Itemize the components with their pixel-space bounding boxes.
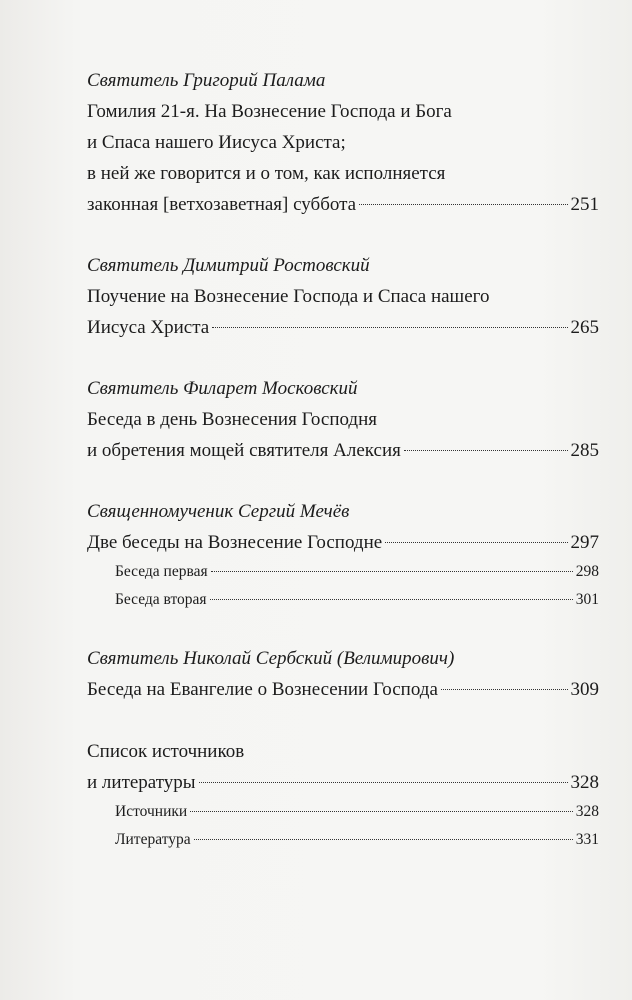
dot-leader — [385, 542, 567, 543]
toc-entry[interactable] — [87, 767, 599, 798]
toc-page-number: 301 — [575, 591, 599, 608]
toc-subentry[interactable] — [87, 798, 599, 826]
toc-title-line: в ней же говорится и о том, как исполняется — [87, 163, 446, 184]
dot-leader — [212, 327, 567, 328]
toc-entry[interactable] — [87, 312, 599, 343]
toc-section — [87, 374, 599, 466]
toc-title-line: Список источников — [87, 741, 245, 762]
table-of-contents — [87, 66, 599, 854]
toc-author: Святитель Николай Сербский (Велимирович) — [87, 648, 455, 669]
toc-subentry-title: Источники — [115, 803, 188, 820]
dot-leader — [190, 811, 573, 812]
toc-page-number: 298 — [575, 563, 599, 580]
toc-section — [87, 66, 599, 220]
toc-title-line: и Спаса нашего Иисуса Христа; — [87, 132, 346, 153]
dot-leader — [441, 689, 568, 690]
toc-entry-title: и обретения мощей святителя Алексия — [87, 440, 401, 461]
toc-entry[interactable] — [87, 189, 599, 220]
toc-subentry-title: Литература — [115, 831, 191, 848]
toc-entry-title: Иисуса Христа — [87, 317, 210, 338]
toc-page-number: 285 — [570, 440, 599, 461]
toc-entry[interactable] — [87, 674, 599, 705]
toc-title-line: Поучение на Вознесение Господа и Спаса нашего — [87, 286, 490, 307]
toc-section — [87, 497, 599, 614]
toc-title-line: Гомилия 21-я. На Вознесение Господа и Бога — [87, 101, 452, 122]
toc-author: Святитель Григорий Палама — [87, 70, 326, 91]
toc-section — [87, 644, 599, 705]
toc-page-number: 328 — [575, 803, 599, 820]
toc-section — [87, 736, 599, 854]
toc-author: Священномученик Сергий Мечёв — [87, 501, 350, 522]
toc-page-number: 251 — [570, 194, 599, 215]
toc-entry-title: и литературы — [87, 772, 196, 793]
toc-subentry-title: Беседа первая — [115, 563, 208, 580]
toc-subentry[interactable] — [87, 826, 599, 854]
toc-page-number: 328 — [570, 772, 599, 793]
dot-leader — [359, 204, 567, 205]
dot-leader — [199, 782, 568, 783]
dot-leader — [211, 571, 573, 572]
toc-page-number: 265 — [570, 317, 599, 338]
toc-subentry[interactable] — [87, 558, 599, 586]
toc-entry-title: Беседа на Евангелие о Вознесении Господа — [87, 679, 438, 700]
toc-title-line: Беседа в день Вознесения Господня — [87, 409, 378, 430]
dot-leader — [210, 599, 573, 600]
toc-entry[interactable] — [87, 435, 599, 466]
toc-entry-title: законная [ветхозаветная] суббота — [87, 194, 357, 215]
toc-author: Святитель Димитрий Ростовский — [87, 255, 370, 276]
toc-section — [87, 251, 599, 343]
toc-author: Святитель Филарет Московский — [87, 378, 358, 399]
toc-entry[interactable] — [87, 527, 599, 558]
toc-page-number: 331 — [575, 831, 599, 848]
toc-subentry[interactable] — [87, 586, 599, 614]
dot-leader — [404, 450, 568, 451]
toc-page-number: 309 — [570, 679, 599, 700]
toc-subentry-title: Беседа вторая — [115, 591, 207, 608]
dot-leader — [194, 839, 573, 840]
toc-page-number: 297 — [570, 532, 599, 553]
toc-entry-title: Две беседы на Вознесение Господне — [87, 532, 383, 553]
